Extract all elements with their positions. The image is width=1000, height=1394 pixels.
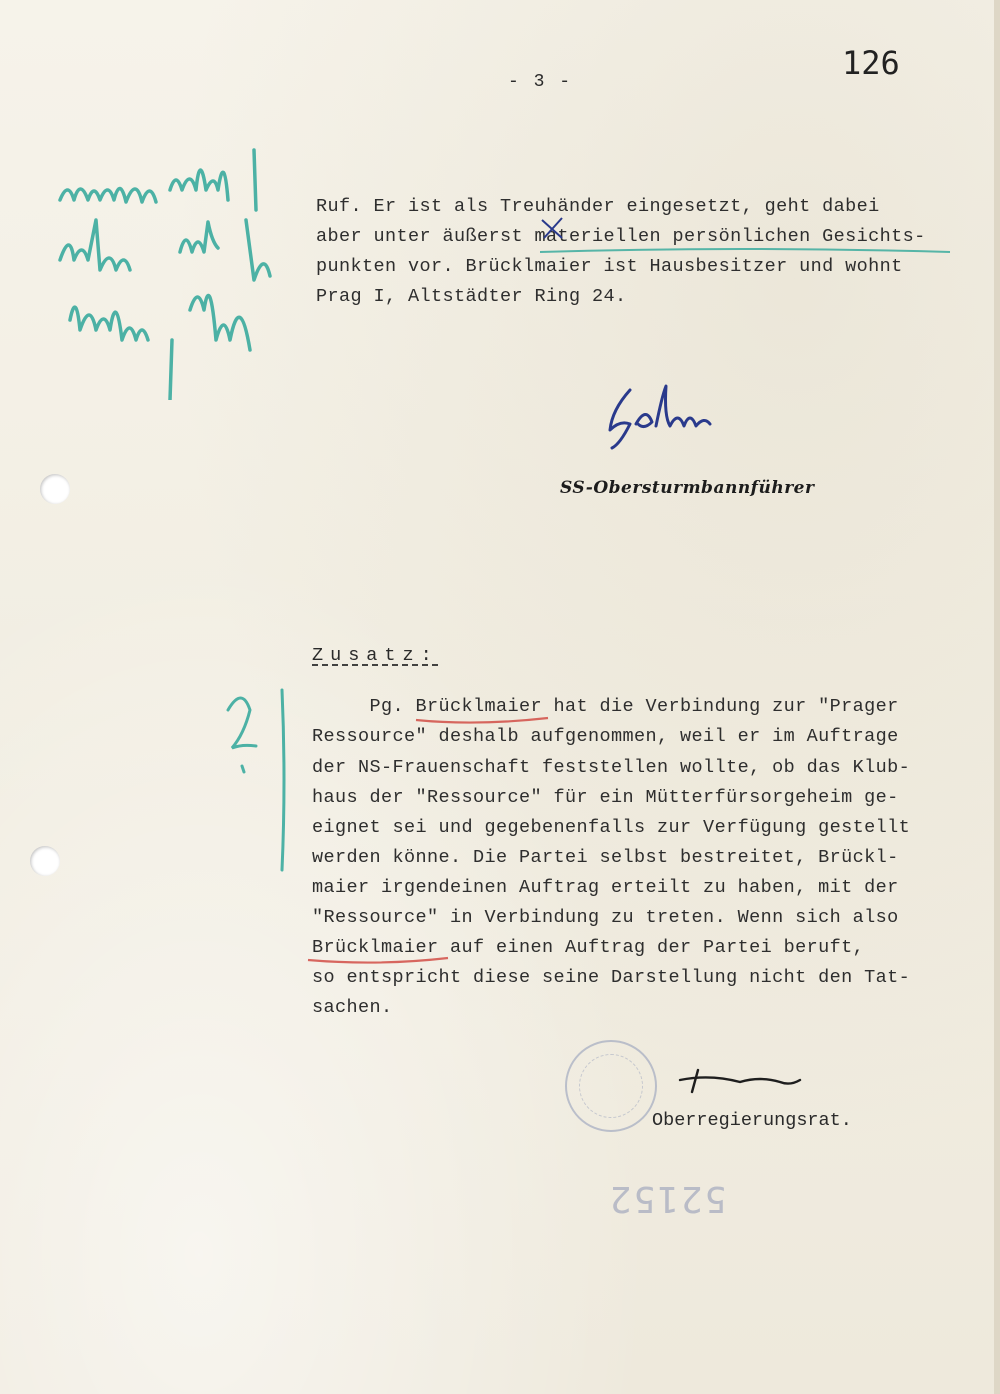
text-line: aber unter äußerst materiellen persönlichen Gesichts- — [316, 226, 926, 247]
blue-signature — [600, 380, 720, 460]
round-stamp — [565, 1040, 657, 1132]
text-line: so entspricht diese seine Darstellung nicht den Tat- — [312, 967, 911, 988]
text-line: haus der "Ressource" für ein Mütterfürsorgeheim ge- — [312, 787, 899, 808]
green-underline-mark — [540, 244, 960, 264]
folio-number: 126 — [842, 44, 900, 82]
punch-hole-top — [40, 474, 70, 504]
text-line: Prag I, Altstädter Ring 24. — [316, 286, 627, 307]
text-line: Pg. Brücklmaier hat die Verbindung zur "Prager — [312, 696, 899, 717]
green-marginal-note — [40, 140, 320, 400]
closing-title: Oberregierungsrat. — [652, 1110, 852, 1131]
ink-signature — [676, 1066, 806, 1096]
addendum-heading: Zusatz: — [312, 645, 439, 666]
blue-x-mark — [538, 214, 568, 244]
green-margin-numeral — [220, 680, 300, 880]
text-line: eignet sei und gegebenenfalls zur Verfügung gestellt — [312, 817, 911, 838]
text-line: sachen. — [312, 997, 393, 1018]
text-line: Ruf. Er ist als Treuhänder eingesetzt, geht dabei — [316, 196, 880, 217]
text-line: Brücklmaier auf einen Auftrag der Partei beruft, — [312, 937, 865, 958]
text-line: "Ressource" in Verbindung zu treten. Wenn sich also — [312, 907, 899, 928]
red-underline-mark — [414, 714, 554, 728]
faint-archive-number: 52152 — [608, 1178, 727, 1219]
page-number: - 3 - — [508, 72, 573, 92]
text-line: der NS-Frauenschaft feststellen wollte, ob das Klub- — [312, 757, 911, 778]
text-line: werden könne. Die Partei selbst bestreitet, Brückl- — [312, 847, 899, 868]
punch-hole-bottom — [30, 846, 60, 876]
signer-rank: SS-Obersturmbannführer — [560, 478, 815, 498]
red-underline-mark — [306, 954, 456, 968]
text-line: maier irgendeinen Auftrag erteilt zu haben, mit der — [312, 877, 899, 898]
text-line: Ressource" deshalb aufgenommen, weil er im Auftrage — [312, 726, 899, 747]
text-line: punkten vor. Brücklmaier ist Hausbesitzer und wohnt — [316, 256, 903, 277]
